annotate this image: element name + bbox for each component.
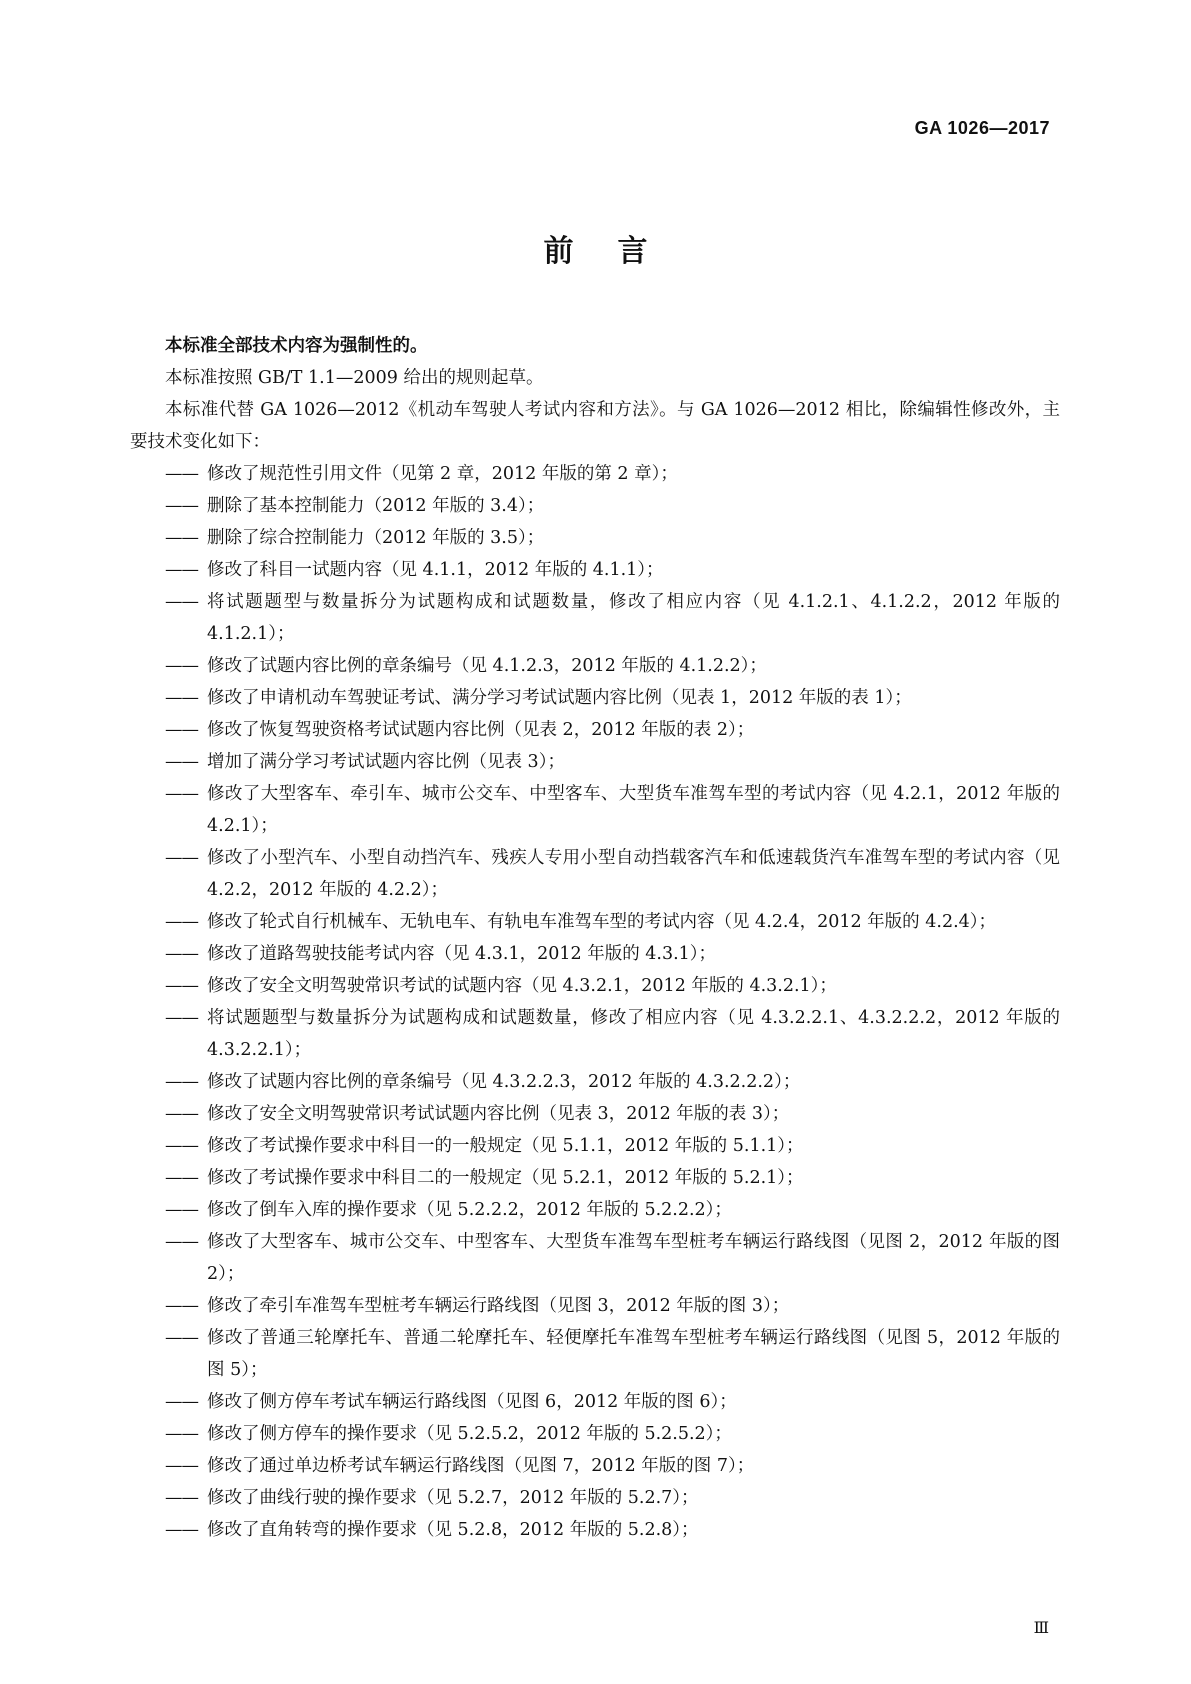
change-text: 修改了侧方停车的操作要求（见 5.2.5.2，2012 年版的 5.2.5.2）； [207, 1424, 732, 1444]
list-dash: —— [165, 720, 198, 740]
change-text: 修改了试题内容比例的章条编号（见 4.3.2.2.3，2012 年版的 4.3.2.2.2）； [207, 1072, 801, 1092]
list-dash: —— [165, 1072, 198, 1092]
technical-changes-list [130, 458, 1060, 1546]
list-dash: —— [165, 656, 198, 676]
list-dash: —— [165, 784, 198, 804]
change-text: 删除了综合控制能力（2012 年版的 3.5）； [207, 528, 545, 548]
change-item [130, 490, 1060, 522]
change-text: 修改了试题内容比例的章条编号（见 4.1.2.3，2012 年版的 4.1.2.2）； [207, 656, 767, 676]
change-item [130, 970, 1060, 1002]
change-text: 修改了安全文明驾驶常识考试试题内容比例（见表 3，2012 年版的表 3）； [207, 1104, 790, 1124]
list-dash: —— [165, 1008, 198, 1028]
change-item [130, 1482, 1060, 1514]
list-dash: —— [165, 1136, 198, 1156]
list-dash: —— [165, 1296, 198, 1316]
list-dash: —— [165, 528, 198, 548]
list-dash: —— [165, 1488, 198, 1508]
list-dash: —— [165, 1392, 198, 1412]
standard-code: GA 1026—2017 [914, 118, 1050, 138]
mandatory-statement: 本标准全部技术内容为强制性的。 [165, 336, 428, 356]
change-item [130, 650, 1060, 682]
list-dash: —— [165, 1104, 198, 1124]
change-item [130, 1322, 1060, 1386]
change-text: 修改了直角转弯的操作要求（见 5.2.8，2012 年版的 5.2.8）； [207, 1520, 699, 1540]
change-text: 修改了考试操作要求中科目一的一般规定（见 5.1.1，2012 年版的 5.1.1）； [207, 1136, 804, 1156]
change-item [130, 522, 1060, 554]
change-text: 将试题题型与数量拆分为试题构成和试题数量，修改了相应内容（见 4.1.2.1、4.1.2.2，2012 年版的 4.1.2.1）； [207, 592, 1060, 644]
list-dash: —— [165, 1424, 198, 1444]
change-item [130, 586, 1060, 650]
change-text: 修改了轮式自行机械车、无轨电车、有轨电车准驾车型的考试内容（见 4.2.4，2012 年版的 4.2.4）； [207, 912, 997, 932]
change-item [130, 1290, 1060, 1322]
change-text: 修改了考试操作要求中科目二的一般规定（见 5.2.1，2012 年版的 5.2.1）； [207, 1168, 804, 1188]
change-text: 修改了科目一试题内容（见 4.1.1，2012 年版的 4.1.1）； [207, 560, 664, 580]
change-text: 修改了曲线行驶的操作要求（见 5.2.7，2012 年版的 5.2.7）； [207, 1488, 699, 1508]
list-dash: —— [165, 496, 198, 516]
replacement-statement: 本标准代替 GA 1026—2012《机动车驾驶人考试内容和方法》。与 GA 1026—2012 相比，除编辑性修改外，主要技术变化如下： [130, 400, 1060, 452]
change-item [130, 1226, 1060, 1290]
change-item [130, 1130, 1060, 1162]
change-text: 修改了倒车入库的操作要求（见 5.2.2.2，2012 年版的 5.2.2.2）； [207, 1200, 732, 1220]
change-text: 修改了道路驾驶技能考试内容（见 4.3.1，2012 年版的 4.3.1）； [207, 944, 717, 964]
change-item [130, 842, 1060, 906]
list-dash: —— [165, 1520, 198, 1540]
list-dash: —— [165, 592, 198, 612]
change-item [130, 714, 1060, 746]
list-dash: —— [165, 1200, 198, 1220]
change-item [130, 778, 1060, 842]
change-text: 修改了通过单边桥考试车辆运行路线图（见图 7，2012 年版的图 7）； [207, 1456, 755, 1476]
change-item [130, 746, 1060, 778]
change-text: 删除了基本控制能力（2012 年版的 3.4）； [207, 496, 545, 516]
page-title: 前言 [543, 234, 692, 269]
change-text: 修改了侧方停车考试车辆运行路线图（见图 6，2012 年版的图 6）； [207, 1392, 737, 1412]
change-text: 修改了牵引车准驾车型桩考车辆运行路线图（见图 3，2012 年版的图 3）； [207, 1296, 790, 1316]
list-dash: —— [165, 1456, 198, 1476]
change-text: 修改了小型汽车、小型自动挡汽车、残疾人专用小型自动挡载客汽车和低速载货汽车准驾车型的考试内容（见 4.2.2，2012 年版的 4.2.2）； [207, 848, 1060, 900]
change-text: 增加了满分学习考试试题内容比例（见表 3）； [207, 752, 565, 772]
list-dash: —— [165, 464, 198, 484]
change-text: 修改了安全文明驾驶常识考试的试题内容（见 4.3.2.1，2012 年版的 4.3.2.1）； [207, 976, 837, 996]
change-text: 修改了大型客车、城市公交车、中型客车、大型货车准驾车型桩考车辆运行路线图（见图 2，2012 年版的图 2）； [207, 1232, 1060, 1284]
list-dash: —— [165, 912, 198, 932]
drafting-rule-statement: 本标准按照 GB/T 1.1—2009 给出的规则起草。 [165, 368, 544, 388]
change-item [130, 1098, 1060, 1130]
change-item [130, 906, 1060, 938]
change-item [130, 554, 1060, 586]
list-dash: —— [165, 560, 198, 580]
list-dash: —— [165, 752, 198, 772]
change-item [130, 1418, 1060, 1450]
change-item [130, 458, 1060, 490]
change-item [130, 1002, 1060, 1066]
change-item [130, 1066, 1060, 1098]
change-text: 修改了规范性引用文件（见第 2 章，2012 年版的第 2 章）； [207, 464, 678, 484]
change-text: 修改了大型客车、牵引车、城市公交车、中型客车、大型货车准驾车型的考试内容（见 4.2.1，2012 年版的 4.2.1）； [207, 784, 1060, 836]
list-dash: —— [165, 1232, 198, 1252]
page-number: Ⅲ [1033, 1618, 1049, 1637]
list-dash: —— [165, 1328, 198, 1348]
list-dash: —— [165, 976, 198, 996]
change-item [130, 1450, 1060, 1482]
list-dash: —— [165, 1168, 198, 1188]
change-text: 将试题题型与数量拆分为试题构成和试题数量，修改了相应内容（见 4.3.2.2.1、4.3.2.2.2，2012 年版的 4.3.2.2.1）； [207, 1008, 1060, 1060]
list-dash: —— [165, 688, 198, 708]
change-item [130, 1194, 1060, 1226]
change-item [130, 938, 1060, 970]
list-dash: —— [165, 848, 198, 868]
change-item [130, 1514, 1060, 1546]
change-item [130, 682, 1060, 714]
change-item [130, 1386, 1060, 1418]
change-text: 修改了普通三轮摩托车、普通二轮摩托车、轻便摩托车准驾车型桩考车辆运行路线图（见图 5，2012 年版的图 5）； [207, 1328, 1060, 1380]
list-dash: —— [165, 944, 198, 964]
change-item [130, 1162, 1060, 1194]
change-text: 修改了申请机动车驾驶证考试、满分学习考试试题内容比例（见表 1，2012 年版的表 1）； [207, 688, 912, 708]
preface-body [130, 330, 1060, 1546]
change-text: 修改了恢复驾驶资格考试试题内容比例（见表 2，2012 年版的表 2）； [207, 720, 755, 740]
